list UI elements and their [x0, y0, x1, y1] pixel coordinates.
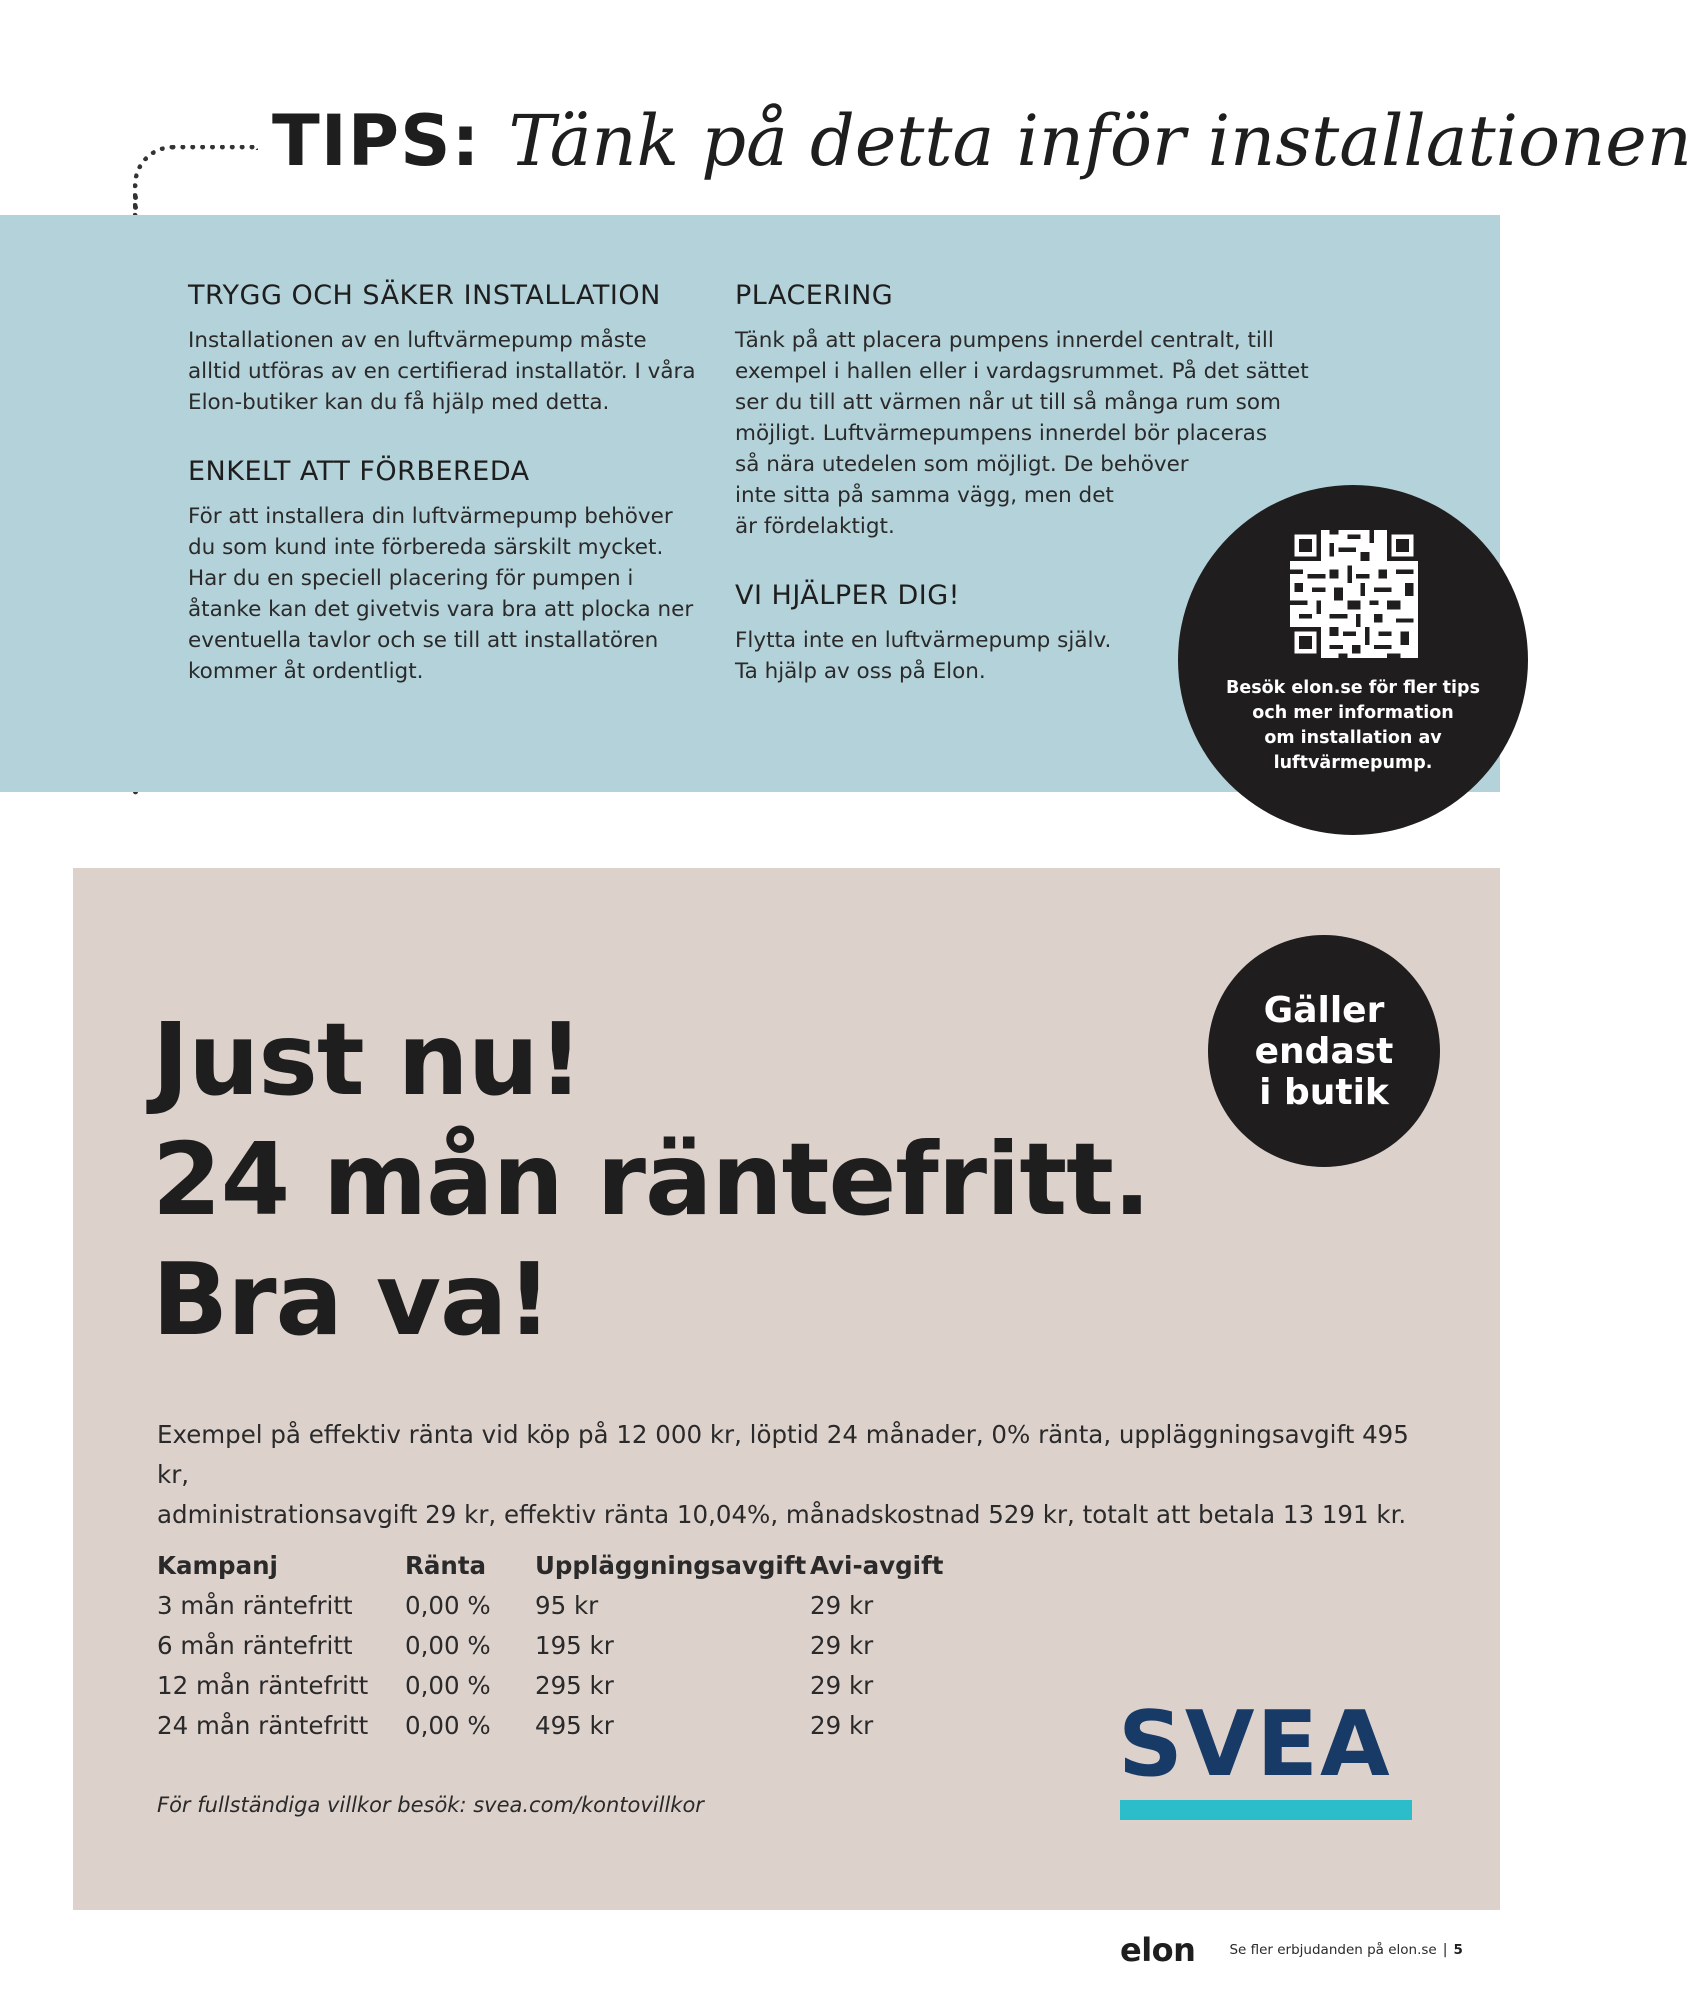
terms-link[interactable]: För fullständiga villkor besök: svea.com/kontovillkor	[157, 1793, 704, 1817]
tips-section-placement	[735, 280, 1335, 542]
qr-code-icon[interactable]	[1290, 530, 1418, 658]
headline-line: Bra va!	[152, 1241, 552, 1358]
headline-line: Just nu!	[152, 1001, 583, 1118]
table-cell: 195 kr	[535, 1630, 614, 1660]
tips-section-easy-prepare	[188, 456, 708, 687]
table-cell: 6 mån räntefritt	[157, 1630, 353, 1660]
table-cell: 29 kr	[810, 1670, 874, 1700]
table-header-row	[157, 1545, 950, 1585]
tips-title: Tänk på detta inför installationen	[508, 100, 1692, 182]
table-row	[157, 1625, 950, 1665]
section-heading: VI HJÄLPER DIG!	[735, 580, 961, 611]
headline-line: 24 mån räntefritt.	[152, 1121, 1150, 1238]
table-row	[157, 1705, 950, 1745]
store-only-badge: Gäller endast i butik	[1208, 935, 1440, 1167]
section-body: För att installera din luftvärmepump behöver du som kund inte förbereda särskilt mycket. Har du en speciell placering för pumpen i åtanke kan det givetvis vara bra att plocka ner eventuella tavlor och se till att installatören kommer åt ordentligt.	[188, 504, 694, 684]
elon-logo[interactable]: elon	[1120, 1931, 1196, 1969]
qr-caption: Besök elon.se för fler tips och mer information om installation av luftvärmepump.	[1226, 678, 1480, 773]
footer-separator: |	[1442, 1942, 1448, 1958]
table-row	[157, 1665, 950, 1705]
table-cell: 29 kr	[810, 1630, 874, 1660]
campaign-table	[157, 1545, 950, 1745]
footer-text: Se fler erbjudanden på elon.se	[1229, 1942, 1437, 1958]
table-cell: 29 kr	[810, 1590, 874, 1620]
column-header: Avi-avgift	[810, 1550, 944, 1580]
interest-example-text: Exempel på effektiv ränta vid köp på 12 000 kr, löptid 24 månader, 0% ränta, uppläggningsavgift 495 kr, administrationsavgift 29 kr, effektiv ränta 10,04%, månadskostnad 529 kr, totalt att betala 13 191 kr.	[157, 1420, 1409, 1529]
table-cell: 3 mån räntefritt	[157, 1590, 353, 1620]
column-header: Kampanj	[157, 1550, 278, 1580]
svea-logo-bar	[1120, 1800, 1412, 1820]
svea-wordmark: SVEA	[1118, 1692, 1392, 1797]
section-body: Tänk på att placera pumpens innerdel centralt, till exempel i hallen eller i vardagsrummet. På det sättet ser du till att värmen når ut till så många rum som möjligt. Luftvärmepumpens innerdel bör placeras så nära utedelen som möjligt. De behöver inte sitta på samma vägg, men det är fördelaktigt.	[735, 328, 1309, 539]
page-title	[272, 100, 1692, 190]
column-header: Ränta	[405, 1550, 487, 1580]
page-number: 5	[1453, 1942, 1463, 1958]
table-cell: 0,00 %	[405, 1590, 491, 1620]
section-heading: TRYGG OCH SÄKER INSTALLATION	[188, 280, 661, 311]
tips-section-safe-installation	[188, 280, 708, 418]
table-cell: 0,00 %	[405, 1670, 491, 1700]
table-cell: 24 mån räntefritt	[157, 1710, 369, 1740]
table-cell: 29 kr	[810, 1710, 874, 1740]
section-heading: ENKELT ATT FÖRBEREDA	[188, 456, 530, 487]
column-header: Uppläggningsavgift	[535, 1550, 807, 1580]
table-cell: 295 kr	[535, 1670, 614, 1700]
page-footer	[1120, 1930, 1463, 1970]
svea-logo	[1118, 1692, 1414, 1825]
table-cell: 95 kr	[535, 1590, 599, 1620]
table-cell: 0,00 %	[405, 1630, 491, 1660]
section-body: Installationen av en luftvärmepump måste alltid utföras av en certifierad installatör. I våra Elon-butiker kan du få hjälp med detta.	[188, 328, 696, 415]
tips-column-left	[188, 280, 708, 725]
table-row	[157, 1585, 950, 1625]
table-cell: 12 mån räntefritt	[157, 1670, 369, 1700]
tips-label: TIPS:	[272, 100, 481, 182]
table-cell: 495 kr	[535, 1710, 614, 1740]
promo-headline	[152, 1000, 1252, 1360]
section-body: Flytta inte en luftvärmepump själv. Ta hjälp av oss på Elon.	[735, 628, 1112, 684]
section-heading: PLACERING	[735, 280, 894, 311]
table-cell: 0,00 %	[405, 1710, 491, 1740]
